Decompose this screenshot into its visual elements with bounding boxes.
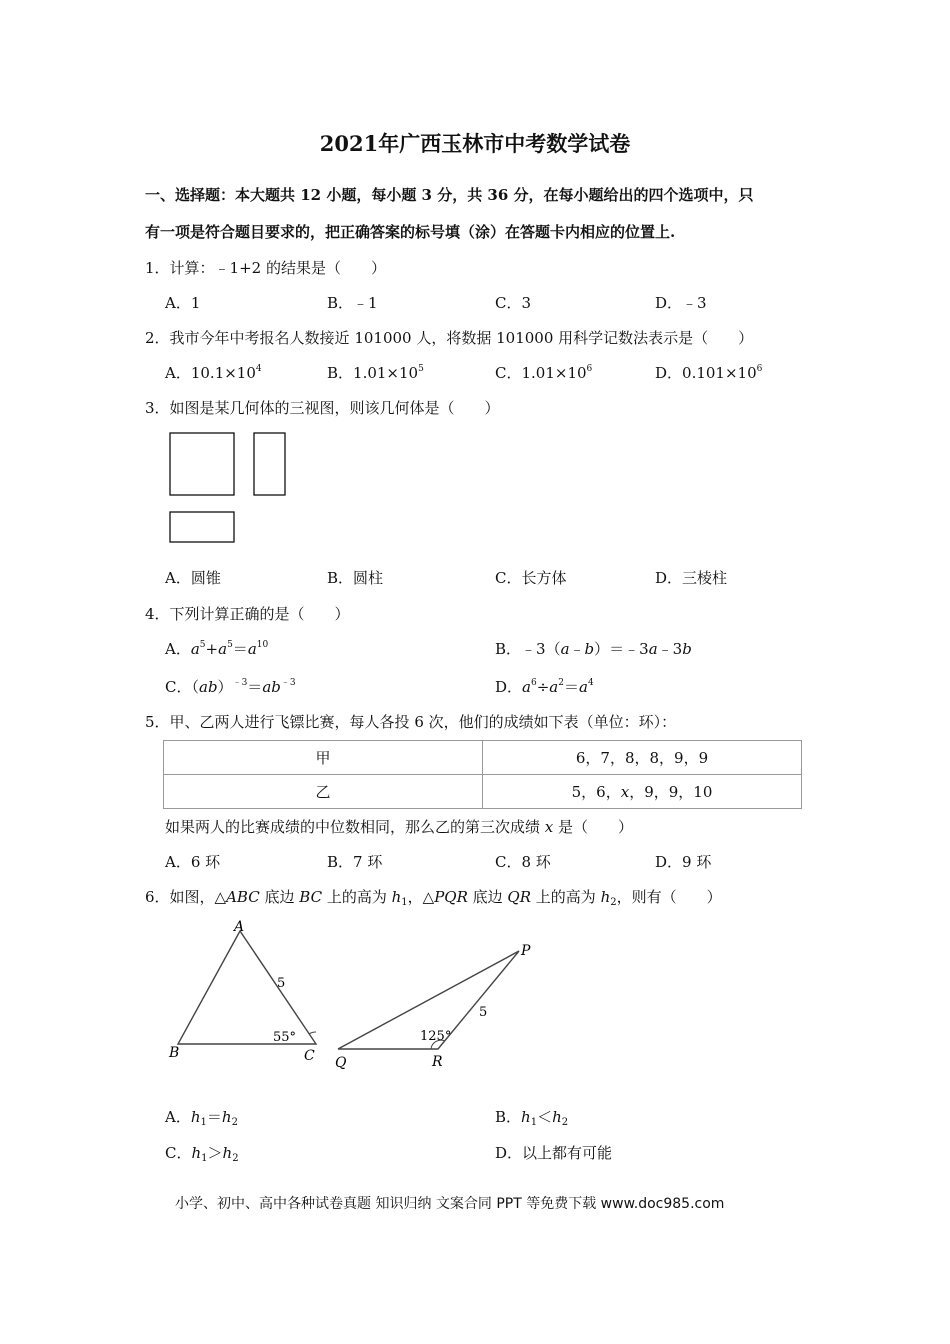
label-a: A	[234, 919, 245, 935]
q6-option-c: C．$h_1>h_2$	[165, 1144, 239, 1164]
question-3-stem: 3．如图是某几何体的三视图，则该几何体是（ ）	[145, 399, 500, 417]
q6-option-b: B．$h_1<h_2$	[495, 1108, 569, 1128]
footer-text: 小学、初中、高中各种试卷真题 知识归纳 文案合同 PPT 等免费下载 www.doc985.com	[175, 1196, 725, 1212]
q1-option-c: C．3	[495, 294, 532, 312]
question-4-stem: 4．下列计算正确的是（ ）	[145, 605, 350, 623]
q6-option-d: D．以上都有可能	[495, 1144, 613, 1162]
question-1-stem: 1．计算：﹣1+2 的结果是（ ）	[145, 259, 386, 277]
q5-option-c: C．8 环	[495, 853, 551, 871]
top-view-rect	[170, 512, 234, 542]
q3-option-b: B．圆柱	[327, 569, 384, 587]
q2-option-a: A．$10.1\times 10^4$	[165, 364, 262, 382]
q2-option-c: C．$1.01\times 10^6$	[495, 364, 593, 382]
q2-option-d: D．$0.101\times 10^6$	[655, 364, 763, 382]
front-view-rect	[170, 433, 234, 495]
q5-option-d: D．9 环	[655, 853, 712, 871]
page-title: 2021年广西玉林市中考数学试卷	[319, 131, 631, 156]
label-side-pr: 5	[479, 1005, 488, 1020]
table-cell-name: 甲	[164, 741, 483, 775]
section-heading-line2: 有一项是符合题目要求的，把正确答案的标号填（涂）在答题卡内相应的位置上.	[145, 223, 676, 241]
question-5-followup: 如果两人的比赛成绩的中位数相同，那么乙的第三次成绩 x 是（ ）	[165, 818, 634, 836]
q1-option-a: A．1	[165, 294, 201, 312]
q1-option-d: D．﹣3	[655, 294, 707, 312]
table-cell-scores: 5，6，x，9，9，10	[483, 775, 802, 809]
label-b: B	[169, 1045, 180, 1061]
label-angle-r: 125°	[420, 1029, 452, 1044]
question-6-stem: 6．如图，△ABC 底边 BC 上的高为 $h_1$，△PQR 底边 QR 上的高为 $h_2$，则有（ ）	[145, 888, 722, 908]
triangles-figure	[160, 915, 560, 1075]
angle-c-arc	[309, 1032, 316, 1034]
label-r: R	[432, 1054, 443, 1070]
q5-option-a: A．6 环	[165, 853, 221, 871]
triangle-abc	[178, 931, 316, 1044]
question-2-stem: 2．我市今年中考报名人数接近 101000 人，将数据 101000 用科学记数法表示是（ ）	[145, 329, 754, 347]
q1-option-b: B．﹣1	[327, 294, 378, 312]
question-5-stem: 5．甲、乙两人进行飞镖比赛，每人各投 6 次，他们的成绩如下表（单位：环）：	[145, 713, 677, 731]
q4-option-b: B．﹣3（a﹣b）＝﹣3a﹣3b	[495, 640, 692, 658]
label-angle-c: 55°	[273, 1030, 297, 1045]
q3-option-a: A．圆锥	[165, 569, 221, 587]
label-c: C	[304, 1048, 315, 1064]
table-row	[164, 741, 802, 775]
table-row	[164, 775, 802, 809]
q5-option-b: B．7 环	[327, 853, 383, 871]
label-q: Q	[335, 1055, 347, 1071]
q4-option-a: A．$a^5+a^5=a^{10}$	[165, 640, 269, 658]
score-table	[163, 740, 802, 809]
table-cell-name: 乙	[164, 775, 483, 809]
section-heading-line1: 一、选择题：本大题共 12 小题，每小题 3 分，共 36 分，在每小题给出的四个选项中，只	[145, 186, 754, 204]
q2-option-b: B．$1.01\times 10^5$	[327, 364, 424, 382]
side-view-rect	[254, 433, 285, 495]
label-p: P	[521, 943, 531, 959]
q6-option-a: A．$h_1=h_2$	[165, 1108, 238, 1128]
q3-option-d: D．三棱柱	[655, 569, 728, 587]
q3-option-c: C．长方体	[495, 569, 567, 587]
q4-option-c: C．$(ab)^{﹣3}=ab^{﹣3}$	[165, 678, 296, 696]
table-cell-scores: 6，7，8，8，9，9	[483, 741, 802, 775]
three-view-figure	[165, 428, 295, 548]
q4-option-d: D．$a^6\div a^2=a^4$	[495, 678, 594, 696]
label-side-ac: 5	[277, 976, 286, 991]
